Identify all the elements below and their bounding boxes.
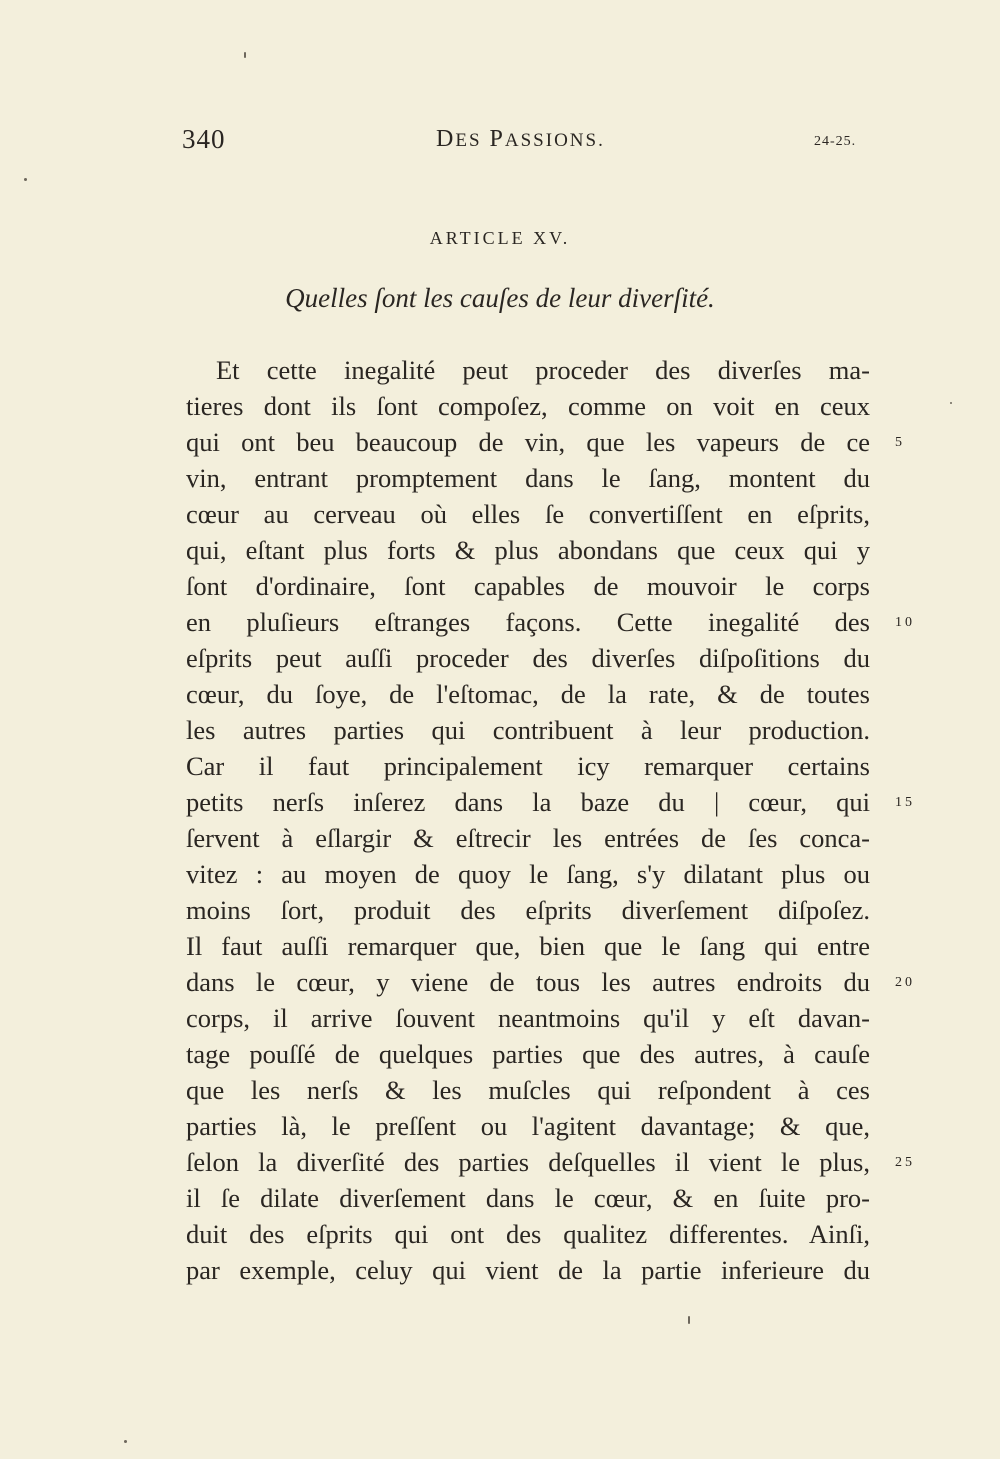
article-subtitle: Quelles ſont les cauſes de leur diverſité.: [285, 283, 715, 313]
text-line: Car il faut principalement icy remarquer certains: [186, 751, 870, 781]
text-line: cœur, du ſoye, de l'eſtomac, de la rate, & de toutes: [186, 679, 870, 709]
article-heading: ARTICLE XV.: [429, 228, 571, 248]
line-number: 10: [895, 615, 915, 630]
text-line: cœur au cerveau où elles ſe convertiſſent en eſprits,: [186, 499, 870, 529]
ink-speck: [24, 178, 27, 181]
text-line: par exemple, celuy qui vient de la partie inferieure du: [186, 1255, 870, 1285]
text-line: moins ſort, produit des eſprits diverſement diſpoſez.: [186, 895, 870, 925]
page-number: 340: [182, 124, 226, 154]
text-line: tieres dont ils ſont compoſez, comme on voit en ceux: [186, 391, 870, 421]
page-header: [0, 124, 1000, 164]
ink-speck: [124, 1440, 127, 1443]
text-line: Il faut auſſi remarquer que, bien que le ſang qui entre: [186, 931, 870, 961]
text-line: en pluſieurs eſtranges façons. Cette inegalité des: [186, 607, 870, 637]
text-line: qui, eſtant plus forts & plus abondans que ceux qui y: [186, 535, 870, 565]
section-reference: 24-25.: [814, 134, 857, 149]
text-line: eſprits peut auſſi proceder des diverſes diſpoſitions du: [186, 643, 870, 673]
text-line: tage pouſſé de quelques parties que des autres, à cauſe: [186, 1039, 870, 1069]
text-line: vin, entrant promptement dans le ſang, montent du: [186, 463, 870, 493]
ink-speck: [688, 1316, 690, 1324]
line-number: 25: [895, 1155, 915, 1170]
text-line: ſelon la diverſité des parties deſquelles il vient le plus,: [186, 1147, 870, 1177]
text-line: il ſe dilate diverſement dans le cœur, & en ſuite pro-: [186, 1183, 870, 1213]
line-number: 20: [895, 975, 915, 990]
body-text: [186, 352, 870, 1288]
text-line: petits nerſs inſerez dans la baze du | cœur, qui: [186, 787, 870, 817]
text-line: ſervent à eſlargir & eſtrecir les entrées de ſes conca-: [186, 823, 870, 853]
text-line: ſont d'ordinaire, ſont capables de mouvoir le corps: [186, 571, 870, 601]
text-line: corps, il arrive ſouvent neantmoins qu'il y eſt davan-: [186, 1003, 870, 1033]
line-number: 15: [895, 795, 915, 810]
text-line: duit des eſprits qui ont des qualitez differentes. Ainſi,: [186, 1219, 870, 1249]
text-line: qui ont beu beaucoup de vin, que les vapeurs de ce: [186, 427, 870, 457]
text-line: vitez : au moyen de quoy le ſang, s'y dilatant plus ou: [186, 859, 870, 889]
running-title: DES PASSIONS.: [436, 126, 605, 152]
text-line: parties là, le preſſent ou l'agitent davantage; & que,: [186, 1111, 870, 1141]
text-line: les autres parties qui contribuent à leur production.: [186, 715, 870, 745]
text-line: Et cette inegalité peut proceder des diverſes ma-: [216, 355, 870, 385]
text-line: que les nerſs & les muſcles qui reſpondent à ces: [186, 1075, 870, 1105]
ink-speck: [244, 52, 246, 58]
ink-speck: [950, 402, 952, 404]
text-line: dans le cœur, y viene de tous les autres endroits du: [186, 967, 870, 997]
line-number: 5: [895, 435, 905, 450]
